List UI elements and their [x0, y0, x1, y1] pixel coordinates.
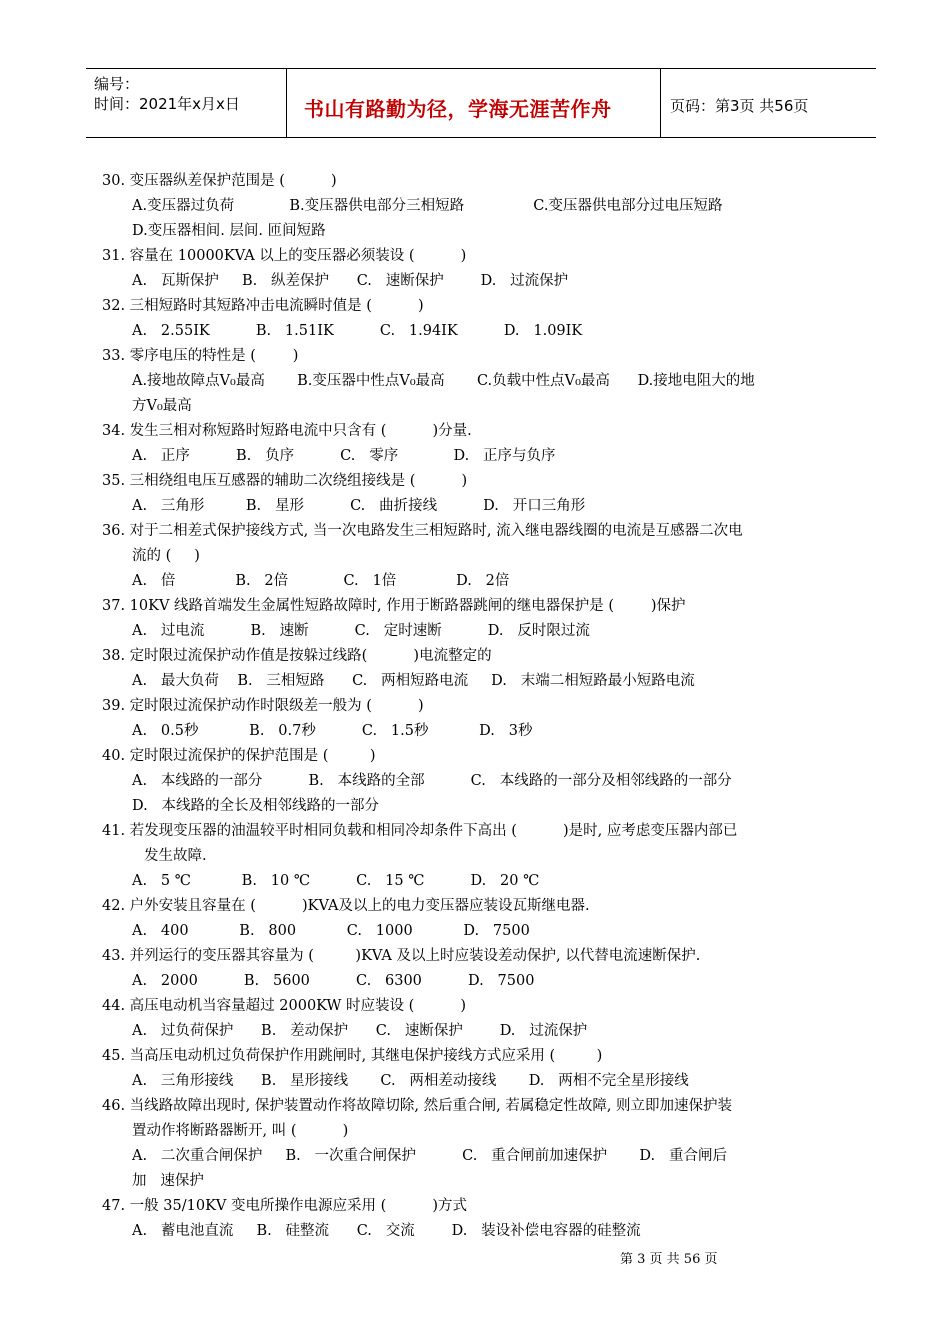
code-label: 编号：: [94, 75, 140, 93]
question-line: 43. 并列运行的变压器其容量为 ( )KVA 及以上时应装设差动保护, 以代替电流速断保护.: [102, 948, 701, 964]
question-line: 40. 定时限过流保护的保护范围是 ( ): [102, 748, 376, 764]
option-line: 方V₀最高: [132, 398, 192, 414]
question-line: 42. 户外安装且容量在 ( )KVA及以上的电力变压器应装设瓦斯继电器.: [102, 898, 590, 914]
option-line: A. 400 B. 800 C. 1000 D. 7500: [132, 923, 530, 939]
question-line: 34. 发生三相对称短路时短路电流中只含有 ( )分量.: [102, 423, 472, 439]
question-line: 30. 变压器纵差保护范围是 ( ): [102, 173, 337, 189]
question-line: 41. 若发现变压器的油温较平时相同负载和相同冷却条件下高出 ( )是时, 应考虑变压器内部已: [102, 823, 738, 839]
question-line: 47. 一般 35/10KV 变电所操作电源应采用 ( )方式: [102, 1198, 467, 1214]
header-left-cell: [86, 69, 287, 137]
header-right-cell: [660, 69, 876, 137]
question-line: 32. 三相短路时其短路冲击电流瞬时值是 ( ): [102, 298, 424, 314]
option-line: A. 正序 B. 负序 C. 零序 D. 正序与负序: [132, 448, 556, 464]
option-line: A. 蓄电池直流 B. 硅整流 C. 交流 D. 装设补偿电容器的硅整流: [132, 1223, 641, 1239]
question-line: 流的 ( ): [132, 548, 200, 564]
option-line: A. 2.55IK B. 1.51IK C. 1.94IK D. 1.09IK: [132, 323, 583, 339]
option-line: A. 过负荷保护 B. 差动保护 C. 速断保护 D. 过流保护: [132, 1023, 588, 1039]
option-line: D. 本线路的全长及相邻线路的一部分: [132, 798, 380, 814]
option-line: A. 最大负荷 B. 三相短路 C. 两相短路电流 D. 末端二相短路最小短路电流: [132, 673, 695, 689]
question-line: 38. 定时限过流保护动作值是按躲过线路( )电流整定的: [102, 648, 492, 664]
motto: 书山有路勤为径，学海无涯苦作舟: [304, 97, 612, 121]
question-line: 置动作将断路器断开, 叫 ( ): [132, 1123, 349, 1139]
page-header: [86, 68, 876, 138]
option-line: A. 瓦斯保护 B. 纵差保护 C. 速断保护 D. 过流保护: [132, 273, 569, 289]
option-line: A. 三角形 B. 星形 C. 曲折接线 D. 开口三角形: [132, 498, 586, 514]
option-line: A. 倍 B. 2倍 C. 1倍 D. 2倍: [132, 573, 510, 589]
question-line: 39. 定时限过流保护动作时限级差一般为 ( ): [102, 698, 424, 714]
question-line: 31. 容量在 10000KVA 以上的变压器必须装设 ( ): [102, 248, 467, 264]
option-line: A.接地故障点V₀最高 B.变压器中性点V₀最高 C.负载中性点V₀最高 D.接地电阻大的地: [132, 373, 755, 389]
question-line: 36. 对于二相差式保护接线方式, 当一次电路发生三相短路时, 流入继电器线圈的电流是互感器二次电: [102, 523, 743, 539]
option-line: A.变压器过负荷 B.变压器供电部分三相短路 C.变压器供电部分过电压短路: [132, 198, 723, 214]
question-line: 35. 三相绕组电压互感器的辅助二次绕组接线是 ( ): [102, 473, 468, 489]
option-line: A. 5 ℃ B. 10 ℃ C. 15 ℃ D. 20 ℃: [132, 873, 540, 889]
option-line: A. 二次重合闸保护 B. 一次重合闸保护 C. 重合闸前加速保护 D. 重合闸后: [132, 1148, 727, 1164]
option-line: A. 0.5秒 B. 0.7秒 C. 1.5秒 D. 3秒: [132, 723, 533, 739]
option-line: A. 过电流 B. 速断 C. 定时速断 D. 反时限过流: [132, 623, 590, 639]
question-line: 发生故障.: [144, 848, 207, 864]
question-line: 44. 高压电动机当容量超过 2000KW 时应装设 ( ): [102, 998, 467, 1014]
page-footer: 第 3 页 共 56 页: [620, 1252, 718, 1267]
question-line: 45. 当高压电动机过负荷保护作用跳闸时, 其继电保护接线方式应采用 ( ): [102, 1048, 603, 1064]
question-line: 33. 零序电压的特性是 ( ): [102, 348, 299, 364]
option-line: A. 本线路的一部分 B. 本线路的全部 C. 本线路的一部分及相邻线路的一部分: [132, 773, 732, 789]
date-label: 时间：2021年x月x日: [94, 95, 240, 113]
header-center-cell: [286, 69, 661, 137]
question-line: 37. 10KV 线路首端发生金属性短路故障时, 作用于断路器跳闸的继电器保护是 ( )保护: [102, 598, 686, 614]
question-line: 46. 当线路故障出现时, 保护装置动作将故障切除, 然后重合闸, 若属稳定性故障, 则立即加速保护装: [102, 1098, 733, 1114]
option-line: A. 三角形接线 B. 星形接线 C. 两相差动接线 D. 两相不完全星形接线: [132, 1073, 689, 1089]
page-info: 页码：第3页 共56页: [670, 97, 809, 115]
option-line: D.变压器相间. 层间. 匝间短路: [132, 223, 326, 239]
option-line: A. 2000 B. 5600 C. 6300 D. 7500: [132, 973, 535, 989]
option-line: 加 速保护: [132, 1173, 204, 1189]
